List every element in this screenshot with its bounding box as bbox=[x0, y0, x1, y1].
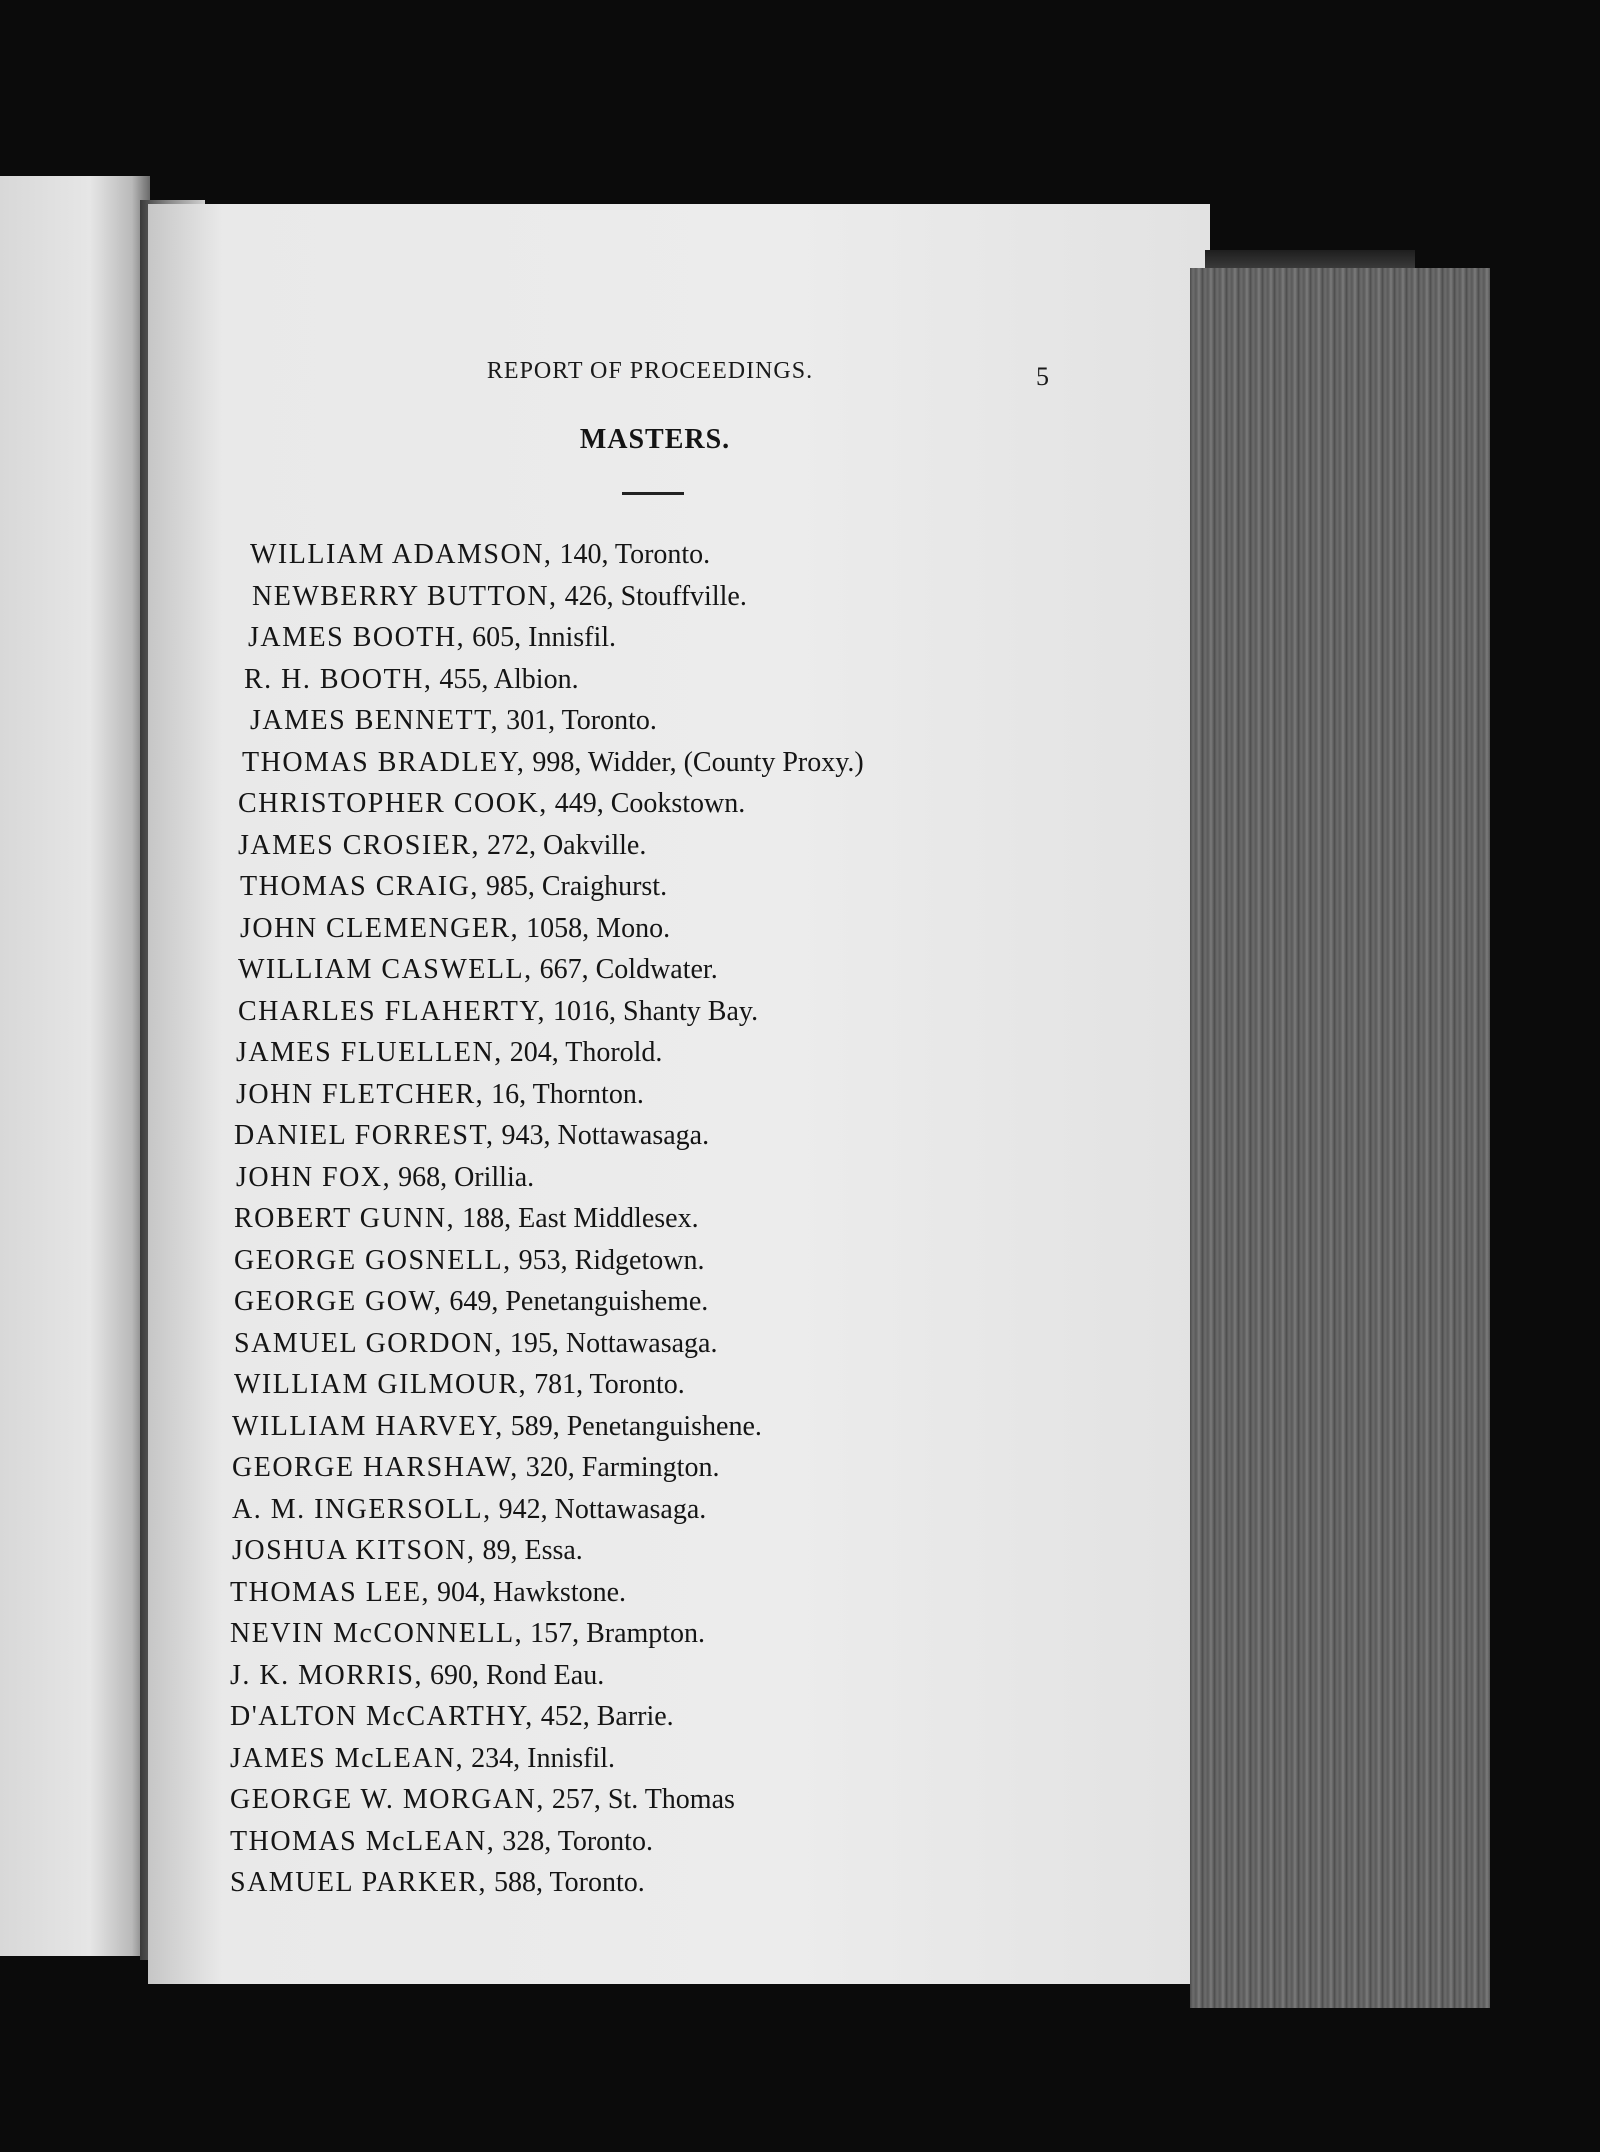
master-name: WILLIAM ADAMSON, bbox=[250, 539, 553, 570]
lodge-details: 781, Toronto. bbox=[534, 1369, 685, 1400]
list-item bbox=[230, 1489, 1130, 1531]
list-item bbox=[230, 1240, 1130, 1282]
lodge-details: 998, Widder, (County Proxy.) bbox=[532, 746, 864, 778]
master-name: JOHN FLETCHER, bbox=[236, 1078, 485, 1110]
lodge-details: 89, Essa. bbox=[482, 1535, 583, 1566]
master-name: JOHN CLEMENGER, bbox=[240, 912, 520, 944]
lodge-details: 157, Brampton. bbox=[530, 1618, 706, 1649]
section-title: MASTERS. bbox=[579, 424, 731, 455]
list-item bbox=[230, 1613, 1130, 1655]
list-item bbox=[230, 825, 1130, 867]
master-name: WILLIAM HARVEY, bbox=[232, 1410, 504, 1442]
master-name: JAMES McLEAN, bbox=[230, 1742, 465, 1774]
master-name: NEVIN McCONNELL, bbox=[230, 1618, 524, 1649]
master-name: THOMAS LEE, bbox=[230, 1576, 431, 1608]
page-fore-edge bbox=[1190, 268, 1490, 2008]
list-item bbox=[230, 1862, 1130, 1904]
list-item bbox=[230, 1655, 1130, 1697]
master-name: D'ALTON McCARTHY, bbox=[230, 1701, 534, 1732]
lodge-details: 455, Albion. bbox=[439, 663, 579, 695]
list-item bbox=[230, 783, 1130, 825]
lodge-details: 904, Hawkstone. bbox=[437, 1576, 627, 1608]
lodge-details: 320, Farmington. bbox=[525, 1452, 720, 1483]
master-name: GEORGE W. MORGAN, bbox=[230, 1784, 545, 1815]
master-name: GEORGE GOSNELL, bbox=[234, 1244, 512, 1276]
list-item bbox=[230, 617, 1130, 659]
lodge-details: 942, Nottawasaga. bbox=[498, 1493, 707, 1525]
running-head: REPORT OF PROCEEDINGS. bbox=[486, 358, 814, 384]
master-name: CHARLES FLAHERTY, bbox=[238, 995, 547, 1027]
list-item bbox=[230, 1032, 1130, 1074]
master-name: THOMAS BRADLEY, bbox=[242, 746, 526, 778]
lodge-details: 667, Coldwater. bbox=[539, 954, 718, 985]
lodge-details: 204, Thorold. bbox=[509, 1037, 663, 1068]
lodge-details: 452, Barrie. bbox=[540, 1701, 674, 1732]
lodge-details: 16, Thornton. bbox=[491, 1078, 644, 1110]
lodge-details: 234, Innisfil. bbox=[471, 1742, 616, 1774]
lodge-details: 1058, Mono. bbox=[526, 912, 671, 944]
lodge-details: 1016, Shanty Bay. bbox=[553, 995, 759, 1027]
list-item bbox=[230, 1157, 1130, 1199]
master-name: DANIEL FORREST, bbox=[234, 1120, 495, 1151]
list-item bbox=[230, 742, 1130, 784]
list-item bbox=[230, 1281, 1130, 1323]
list-item bbox=[230, 1074, 1130, 1116]
list-item bbox=[230, 991, 1130, 1033]
page-number: 5 bbox=[1036, 362, 1049, 391]
list-item bbox=[230, 1447, 1130, 1489]
title-rule bbox=[622, 492, 684, 495]
lodge-details: 649, Penetanguisheme. bbox=[449, 1286, 709, 1317]
list-item bbox=[230, 659, 1130, 701]
list-item bbox=[230, 1115, 1130, 1157]
lodge-details: 188, East Middlesex. bbox=[462, 1203, 699, 1234]
lodge-details: 605, Innisfil. bbox=[472, 622, 617, 653]
lodge-details: 968, Orillia. bbox=[398, 1161, 535, 1193]
lodge-details: 272, Oakville. bbox=[486, 829, 647, 861]
list-item bbox=[230, 1572, 1130, 1614]
lodge-details: 985, Craighurst. bbox=[485, 871, 668, 902]
master-name: JAMES BENNETT, bbox=[250, 705, 500, 736]
master-name: R. H. BOOTH, bbox=[244, 663, 433, 695]
lodge-details: 140, Toronto. bbox=[559, 539, 711, 570]
list-item bbox=[230, 908, 1130, 950]
lodge-details: 328, Toronto. bbox=[502, 1825, 653, 1857]
list-item bbox=[230, 1696, 1130, 1738]
master-name: SAMUEL PARKER, bbox=[230, 1867, 487, 1898]
master-name: A. M. INGERSOLL, bbox=[232, 1493, 492, 1525]
master-name: SAMUEL GORDON, bbox=[234, 1327, 503, 1359]
list-item bbox=[230, 576, 1130, 618]
lodge-details: 449, Cookstown. bbox=[554, 788, 746, 819]
master-name: CHRISTOPHER COOK, bbox=[238, 788, 548, 819]
lodge-details: 943, Nottawasaga. bbox=[501, 1120, 710, 1151]
list-item bbox=[230, 700, 1130, 742]
list-item bbox=[230, 534, 1130, 576]
master-name: WILLIAM CASWELL, bbox=[238, 954, 533, 985]
list-item bbox=[230, 949, 1130, 991]
master-name: JAMES BOOTH, bbox=[248, 622, 466, 653]
master-name: JOHN FOX, bbox=[236, 1161, 392, 1193]
list-item bbox=[230, 1738, 1130, 1780]
lodge-details: 588, Toronto. bbox=[493, 1867, 645, 1898]
lodge-details: 690, Rond Eau. bbox=[429, 1659, 605, 1691]
master-name: J. K. MORRIS, bbox=[230, 1659, 423, 1691]
list-item bbox=[230, 1323, 1130, 1365]
master-name: GEORGE GOW, bbox=[234, 1286, 443, 1317]
list-item bbox=[230, 1779, 1130, 1821]
lodge-details: 426, Stouffville. bbox=[564, 580, 747, 612]
list-item bbox=[230, 1821, 1130, 1863]
master-name: JOSHUA KITSON, bbox=[232, 1535, 476, 1566]
left-page-edge bbox=[0, 176, 150, 1956]
master-name: JAMES FLUELLEN, bbox=[236, 1037, 503, 1068]
master-name: WILLIAM GILMOUR, bbox=[234, 1369, 528, 1400]
master-name: JAMES CROSIER, bbox=[238, 829, 480, 861]
lodge-details: 257, St. Thomas bbox=[551, 1784, 735, 1815]
master-name: NEWBERRY BUTTON, bbox=[252, 580, 558, 612]
master-name: GEORGE HARSHAW, bbox=[232, 1452, 519, 1483]
list-item bbox=[230, 1406, 1130, 1448]
master-name: ROBERT GUNN, bbox=[234, 1203, 456, 1234]
lodge-details: 589, Penetanguishene. bbox=[510, 1410, 762, 1442]
masters-list bbox=[230, 534, 1130, 1904]
lodge-details: 195, Nottawasaga. bbox=[509, 1327, 718, 1359]
list-item bbox=[230, 1198, 1130, 1240]
list-item bbox=[230, 1530, 1130, 1572]
master-name: THOMAS CRAIG, bbox=[240, 871, 479, 902]
list-item bbox=[230, 1364, 1130, 1406]
list-item bbox=[230, 866, 1130, 908]
lodge-details: 301, Toronto. bbox=[506, 705, 657, 736]
lodge-details: 953, Ridgetown. bbox=[518, 1244, 705, 1276]
master-name: THOMAS McLEAN, bbox=[230, 1825, 496, 1857]
